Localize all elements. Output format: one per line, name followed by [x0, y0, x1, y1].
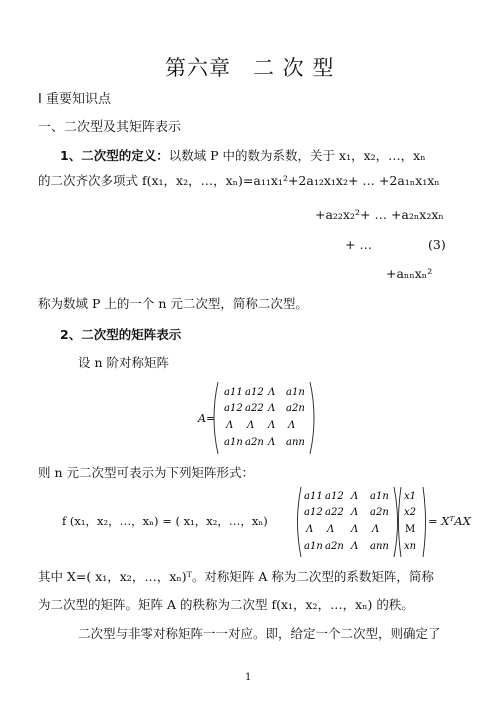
matrix-cell: a12 — [224, 403, 243, 414]
matrix-cell: Λ — [351, 507, 359, 518]
matrix-cell: a1n — [286, 387, 305, 398]
explanation-line-2: 为二次型的矩阵。矩阵 A 的秩称为二次型 f(x₁，x₂，…，xₙ) 的秩。 — [38, 597, 414, 612]
explanation-line-3: 二次型与非零对称矩阵一一对应。即，给定一个二次型，则确定了 — [78, 626, 441, 641]
matrix-cell: Λ — [268, 387, 276, 398]
vector-cell: M — [405, 524, 416, 535]
formula-left: f (x₁，x₂，…，xₙ) = ( x₁，x₂，…，xₙ) — [62, 514, 268, 528]
matrix-cell: Λ — [268, 403, 276, 414]
matrix-cell: Λ — [351, 491, 359, 502]
matrix-cell: a11 — [304, 491, 323, 502]
matrix-cell: a12 — [245, 387, 264, 398]
matrix-label: A= — [198, 412, 216, 425]
section-heading: Ⅰ 重要知识点 — [38, 92, 111, 107]
matrix-cell: Λ — [247, 420, 255, 431]
matrix-form-intro: 则 n 元二次型可表示为下列矩阵形式： — [38, 465, 254, 480]
matrix-cell: a2n — [325, 541, 344, 552]
right-paren-icon — [310, 382, 314, 454]
definition-line-3: +a₂₂x₂²+ … +a₂ₙx₂xₙ — [315, 207, 444, 222]
definition-heading: 1、二次型的定义： — [60, 148, 169, 163]
matrix-cell: a2n — [370, 507, 389, 518]
symmetric-matrix-A — [160, 378, 320, 458]
matrix-cell: a11 — [224, 387, 243, 398]
matrix-cell: a22 — [325, 507, 344, 518]
vector-cell: x2 — [404, 507, 417, 518]
definition-line-5: +aₙₙxₙ² — [386, 266, 433, 281]
definition-line-2: 的二次齐次多项式 f(x₁，x₂，…，xₙ)=a₁₁x₁²+2a₁₂x₁x₂+ … +2a₁ₙx₁xₙ — [38, 173, 440, 188]
matrix-cell: a2n — [245, 437, 264, 448]
subsection-heading: 一、二次型及其矩阵表示 — [38, 120, 182, 135]
matrix-cell: a2n — [286, 403, 305, 414]
matrix-cell: Λ — [226, 420, 234, 431]
explanation-line-1: 其中 X=( x₁，x₂，…，xₙ)ᵀ。对称矩阵 A 称为二次型的系数矩阵，简称 — [38, 569, 434, 584]
matrix-cell: Λ — [268, 437, 276, 448]
definition-text: 以数域 P 中的数为系数，关于 x₁，x₂，…，xₙ — [168, 148, 426, 163]
right-paren-icon — [394, 487, 398, 557]
matrix-cell: a1n — [304, 541, 323, 552]
matrix-cell: Λ — [351, 541, 359, 552]
matrix-heading: 2、二次型的矩阵表示 — [60, 327, 182, 342]
chapter-title: 第六章 二 次 型 — [165, 56, 335, 80]
page-number: 1 — [245, 672, 252, 683]
matrix-cell: Λ — [268, 420, 276, 431]
matrix-cell: Λ — [372, 524, 380, 535]
vector-cell: xn — [404, 541, 417, 552]
matrix-cell: a12 — [304, 507, 323, 518]
matrix-cell: a1n — [370, 491, 389, 502]
matrix-cell: Λ — [327, 524, 335, 535]
matrix-cell: a22 — [245, 403, 264, 414]
equation-number: (3) — [428, 237, 446, 252]
matrix-cell: ann — [286, 437, 305, 448]
definition-line-4: + … — [345, 237, 372, 252]
left-paren-icon — [298, 487, 302, 557]
formula-right: = XᵀAX — [428, 514, 471, 528]
matrix-cell: a12 — [325, 491, 344, 502]
matrix-cell: Λ — [288, 420, 296, 431]
left-paren-icon — [399, 487, 402, 557]
matrix-cell: ann — [370, 541, 389, 552]
matrix-intro: 设 n 阶对称矩阵 — [78, 355, 169, 370]
right-paren-icon — [423, 487, 426, 557]
vector-cell: x1 — [404, 491, 417, 502]
matrix-cell: Λ — [351, 524, 359, 535]
matrix-cell: a1n — [224, 437, 243, 448]
definition-line-1 — [60, 145, 426, 164]
matrix-cell: Λ — [306, 524, 314, 535]
definition-line-6: 称为数域 P 上的一个 n 元二次型，简称二次型。 — [38, 296, 308, 311]
